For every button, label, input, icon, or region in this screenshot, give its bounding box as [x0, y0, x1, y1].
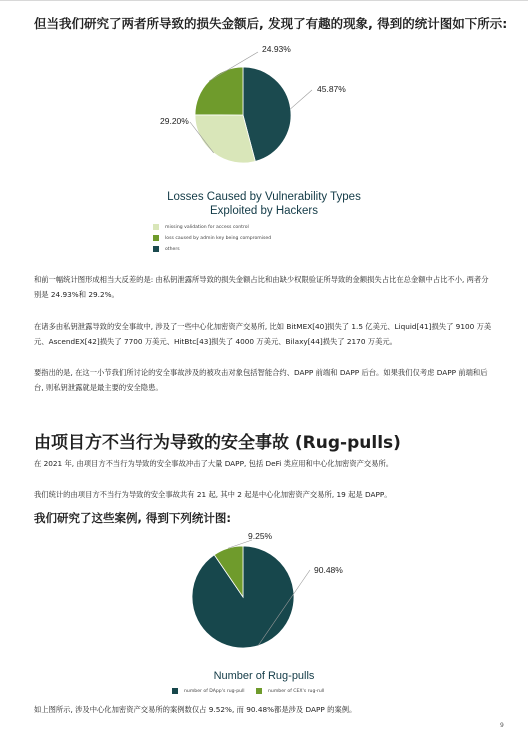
paragraph-note: 要指出的是, 在这一小节我们所讨论的安全事故涉及的被攻击对象包括智能合约、DAPP 前端和 DAPP 后台。如果我们仅考虑 DAPP 前端和后台, 则私钥泄露就是最主要的安全隐患。 — [34, 368, 488, 392]
legend-swatch — [172, 688, 178, 694]
legend1-item-access-control — [153, 224, 249, 230]
page-number: 9 — [500, 722, 504, 729]
legend1-item-admin-key — [153, 235, 271, 241]
legend-label: missing validation for access control — [165, 224, 249, 230]
heading-cases: 我们研究了这些案例, 得到下列统计图: — [34, 511, 231, 525]
legend2-item-cex — [256, 688, 324, 694]
legend1-item-others — [153, 246, 180, 252]
paragraph-summary: 如上图所示, 涉及中心化加密资产交易所的案例数仅占 9.52%, 而 90.48%都是涉及 DAPP 的案例。 — [34, 705, 357, 714]
paragraph-count: 我们统计的由项目方不当行为导致的安全事故共有 21 起, 其中 2 起是中心化加密资产交易所, 19 起是 DAPP。 — [34, 490, 392, 499]
legend-swatch — [153, 235, 159, 241]
pie2-label-dapp: 90.48% — [314, 565, 343, 575]
top-rule — [0, 0, 528, 7]
chart2-title: Number of Rug-pulls — [213, 670, 315, 682]
legend-swatch — [153, 246, 159, 252]
pie1-label-others: 45.87% — [317, 84, 346, 94]
legend-label: number of DApp's rug-pull — [184, 688, 245, 694]
legend-swatch — [256, 688, 262, 694]
pie1-callout-0 — [291, 90, 312, 109]
pie1-label-access-control: 29.20% — [160, 116, 189, 126]
legend2-item-dapp — [172, 688, 245, 694]
paragraph-exchanges: 在诸多由私钥泄露导致的安全事故中, 涉及了一些中心化加密资产交易所, 比如 BitMEX[40]损失了 1.5 亿美元、Liquid[41]损失了 9100 万美元、AscendEX[42]损失了 7700 万美元、HitBtc[43]损失了 4000 万美元、Bilaxy[44]损失了 2170 万美元。 — [34, 322, 492, 346]
legend-label: others — [165, 246, 180, 252]
heading-loss-amount: 但当我们研究了两者所导致的损失金额后, 发现了有趣的现象, 得到的统计图如下所示: — [34, 16, 508, 31]
paragraph-2021: 在 2021 年, 由项目方不当行为导致的安全事故冲击了大量 DAPP, 包括 DeFi 类应用和中心化加密资产交易所。 — [34, 459, 394, 468]
pie1-label-admin-key: 24.93% — [262, 44, 291, 54]
chart1-title-line2: Exploited by Hackers — [209, 205, 319, 217]
chart1-title — [134, 190, 394, 218]
pie2-label-cex: 9.25% — [248, 531, 273, 541]
legend-label: number of CEX's rug-rull — [268, 688, 325, 694]
pie1-slice-1 — [195, 67, 243, 115]
legend-swatch — [153, 224, 159, 230]
paragraph-contrast: 和前一幅统计图形成相当大反差的是: 由私钥泄露所导致的损失金额占比和由缺少权限验证所导致的金额损失占比在总金额中占比不小, 两者分别是 24.93%和 29.2%。 — [34, 275, 489, 299]
chart1-title-line1: Losses Caused by Vulnerability Types — [167, 191, 361, 203]
pie-chart-2 — [0, 522, 528, 672]
legend-label: loss caused by admin key being compromised — [165, 235, 272, 241]
section-title-rug-pulls: 由项目方不当行为导致的安全事故 (Rug-pulls) — [34, 433, 401, 453]
